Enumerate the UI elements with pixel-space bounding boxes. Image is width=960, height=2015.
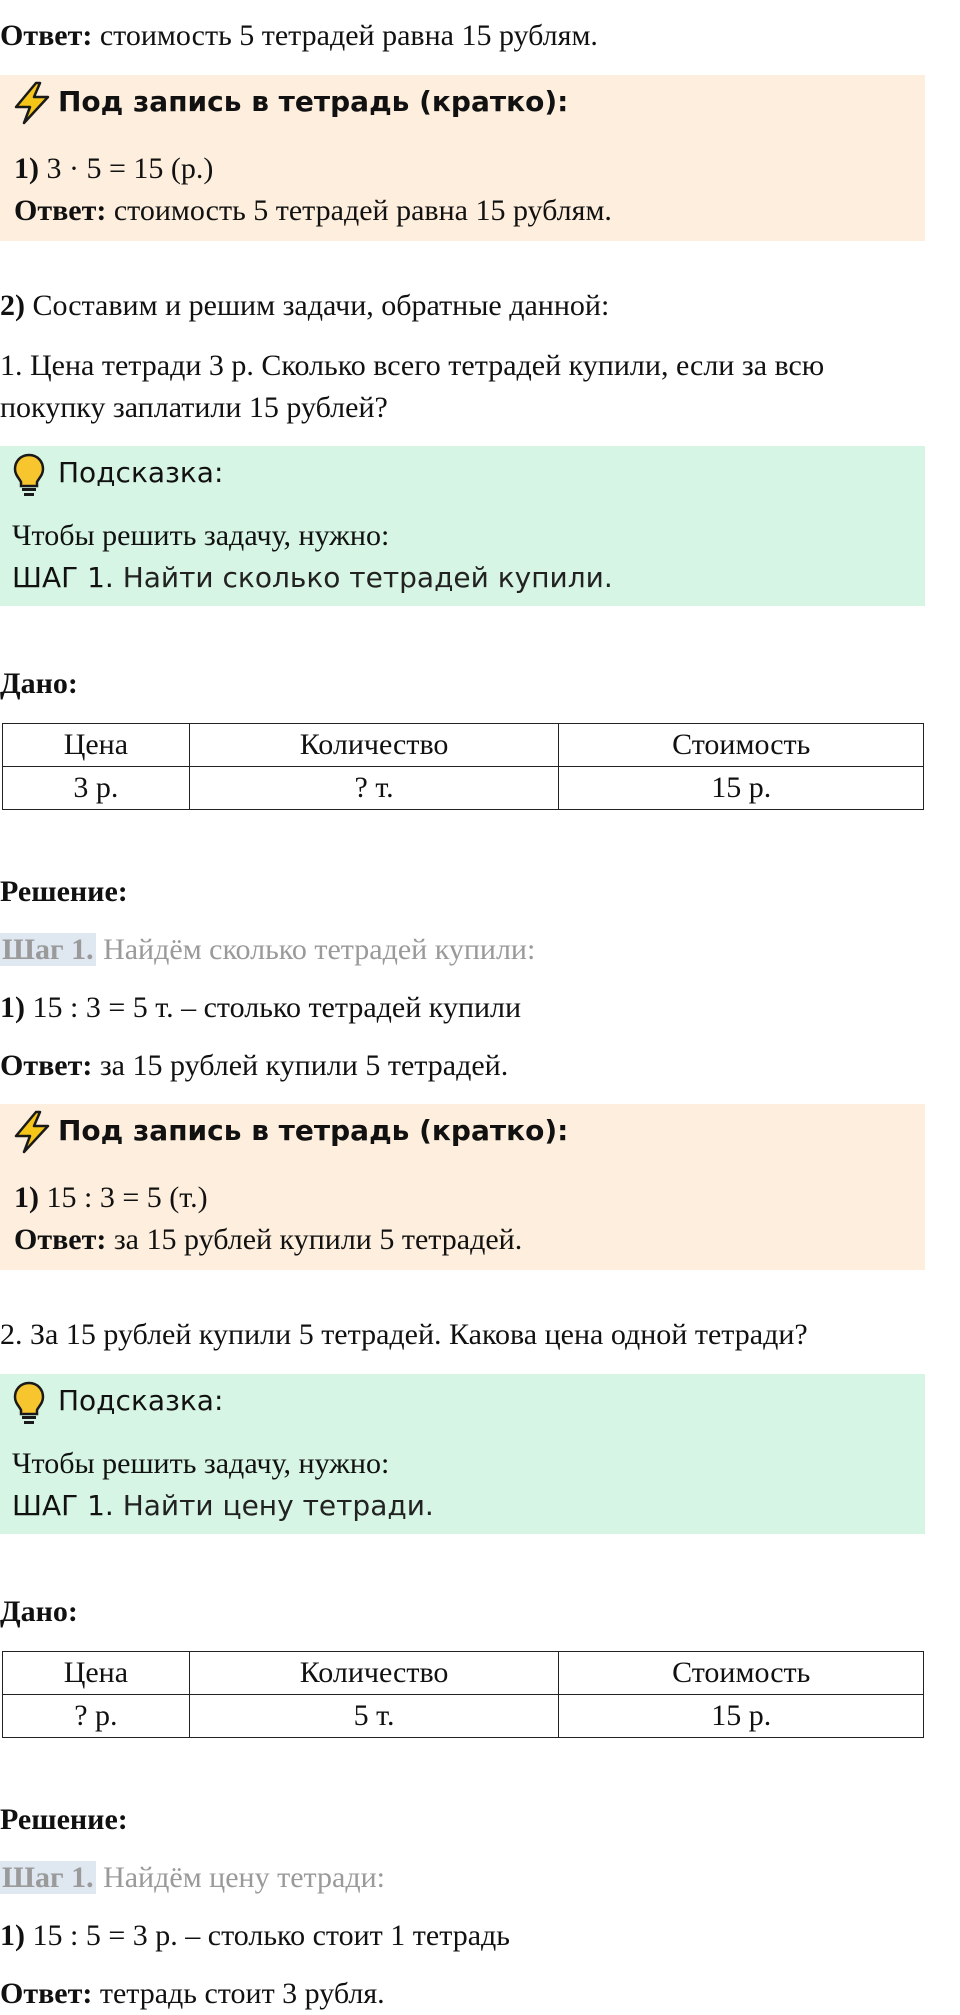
top-answer [0, 18, 598, 54]
answer-label: Ответ: [0, 1049, 93, 1082]
calc-text: 15 : 5 = 3 р. – столько стоит 1 тетрадь [25, 1919, 510, 1952]
hint-step-text: Найти сколько тетрадей купили. [113, 561, 613, 594]
hint-step-label: ШАГ 1. [12, 1489, 114, 1522]
solution-step-line [0, 932, 535, 968]
hint-step-label: ШАГ 1. [12, 561, 114, 594]
given-table [2, 1651, 924, 1738]
calc-text: 15 : 3 = 5 т. – столько тетрадей купили [25, 991, 522, 1024]
table-cell: ? т. [189, 767, 559, 810]
table-cell: 15 р. [559, 767, 924, 810]
table-header-row [3, 1652, 924, 1695]
calc-number: 1) [0, 991, 25, 1024]
calc-text: 3 · 5 = 15 (р.) [39, 152, 214, 185]
hint-step-line [12, 1488, 434, 1524]
lightning-icon [12, 81, 52, 125]
lightbulb-icon [12, 452, 46, 498]
section-text: Составим и решим задачи, обратные данной: [25, 289, 610, 322]
note-calc-line [14, 1180, 208, 1216]
section-heading [0, 288, 609, 324]
table-row [3, 767, 924, 810]
given-label: Дано: [0, 1595, 78, 1628]
solution-label: Решение: [0, 875, 128, 908]
calc-number: 1) [14, 1181, 39, 1214]
answer-text: стоимость 5 тетрадей равна 15 рублям. [106, 194, 612, 227]
given-table [2, 723, 924, 810]
table-cell: 15 р. [559, 1695, 924, 1738]
hint-intro: Чтобы решить задачу, нужно: [12, 519, 390, 552]
solution-calc-line [0, 990, 521, 1026]
task-2-line-1: 2. За 15 рублей купили 5 тетрадей. Какова цена одной тетради? [0, 1318, 808, 1351]
step-text: Найдём цену тетради: [95, 1861, 385, 1894]
solution-step-line [0, 1860, 385, 1896]
answer-label: Ответ: [0, 19, 93, 52]
step-text: Найдём сколько тетрадей купили: [95, 933, 536, 966]
table-header-cell: Стоимость [559, 1652, 924, 1695]
table-header-row [3, 724, 924, 767]
table-cell: ? р. [3, 1695, 190, 1738]
calc-text: 15 : 3 = 5 (т.) [39, 1181, 208, 1214]
note-answer-line [14, 193, 612, 229]
answer-label: Ответ: [14, 1223, 107, 1256]
note-calc-line [14, 151, 213, 187]
answer-label: Ответ: [0, 1977, 93, 2010]
hint-intro: Чтобы решить задачу, нужно: [12, 1447, 390, 1480]
solution-label: Решение: [0, 1803, 128, 1836]
note-title: Под запись в тетрадь (кратко): [58, 1114, 569, 1147]
hint-step-text: Найти цену тетради. [113, 1489, 434, 1522]
hint-title: Подсказка: [58, 1384, 224, 1417]
table-cell: 3 р. [3, 767, 190, 810]
table-header-cell: Цена [3, 724, 190, 767]
section-number: 2) [0, 289, 25, 322]
lightning-icon [12, 1110, 52, 1154]
notebook-note-box [0, 75, 925, 241]
answer-text: тетрадь стоит 3 рубля. [92, 1977, 385, 2010]
answer-text: за 15 рублей купили 5 тетрадей. [106, 1223, 523, 1256]
hint-box [0, 446, 925, 606]
step-label: Шаг 1. [2, 1861, 94, 1894]
task-1-line-2: покупку заплатили 15 рублей? [0, 391, 388, 424]
solution-calc-line [0, 1918, 510, 1954]
note-answer-line [14, 1222, 522, 1258]
table-cell: 5 т. [189, 1695, 559, 1738]
task-1-line-1: 1. Цена тетради 3 р. Сколько всего тетрадей купили, если за всю [0, 349, 825, 382]
calc-number: 1) [14, 152, 39, 185]
table-header-cell: Количество [189, 724, 559, 767]
hint-step-line [12, 560, 613, 596]
answer-label: Ответ: [14, 194, 107, 227]
solution-answer-line [0, 1048, 508, 1084]
hint-title: Подсказка: [58, 456, 224, 489]
notebook-note-box [0, 1104, 925, 1270]
solution-answer-line [0, 1976, 385, 2012]
table-header-cell: Количество [189, 1652, 559, 1695]
answer-text: за 15 рублей купили 5 тетрадей. [92, 1049, 509, 1082]
step-label: Шаг 1. [2, 933, 94, 966]
table-header-cell: Цена [3, 1652, 190, 1695]
table-row [3, 1695, 924, 1738]
lightbulb-icon [12, 1380, 46, 1426]
given-label: Дано: [0, 667, 78, 700]
note-title: Под запись в тетрадь (кратко): [58, 85, 569, 118]
answer-text: стоимость 5 тетрадей равна 15 рублям. [92, 19, 598, 52]
calc-number: 1) [0, 1919, 25, 1952]
hint-box [0, 1374, 925, 1534]
table-header-cell: Стоимость [559, 724, 924, 767]
